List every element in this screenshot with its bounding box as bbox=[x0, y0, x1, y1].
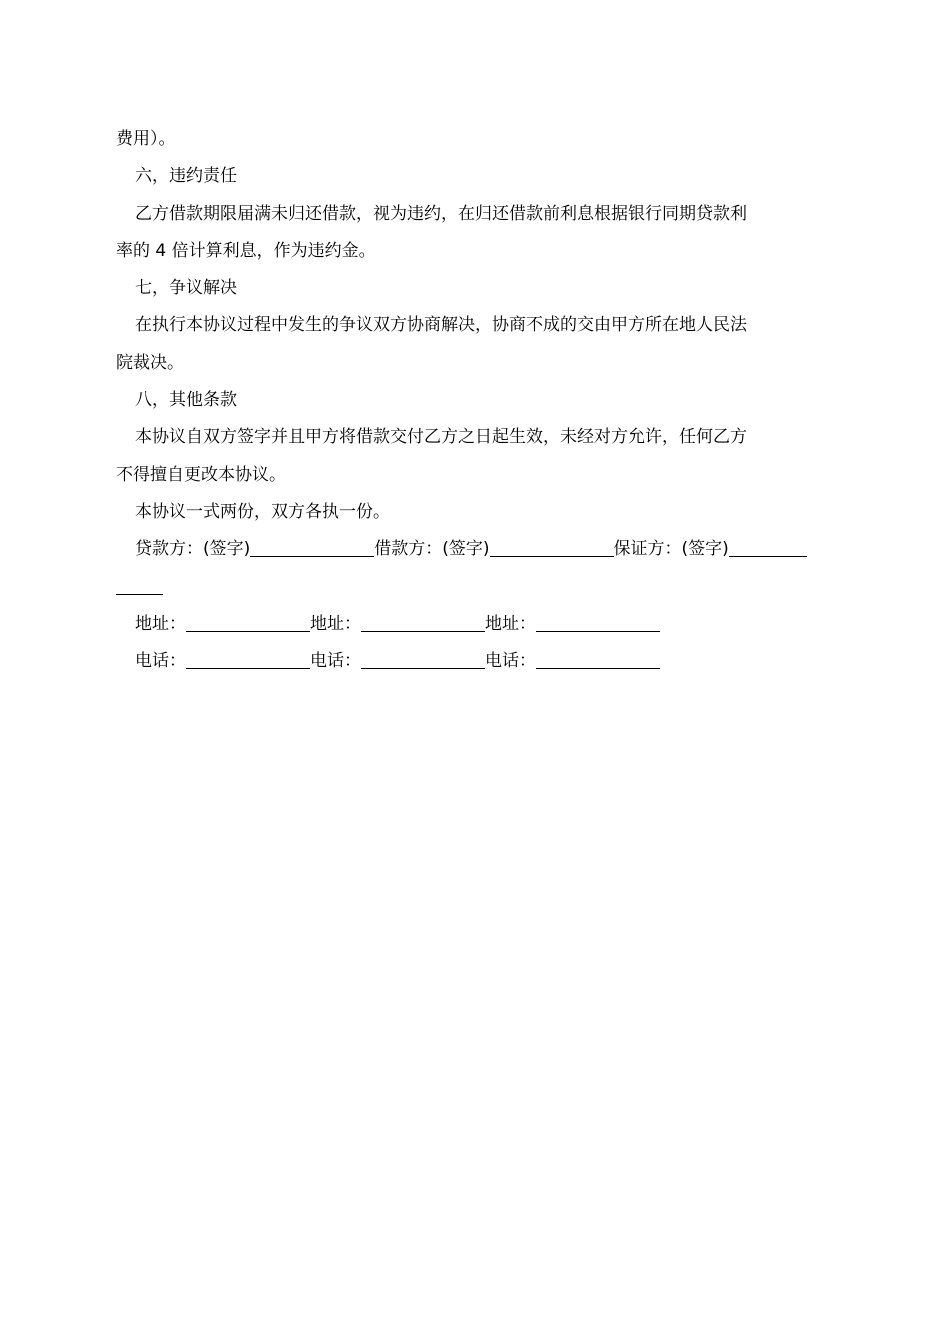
section-heading-breach: 六，违约责任 bbox=[135, 166, 237, 187]
section-heading-dispute: 七，争议解决 bbox=[135, 278, 237, 299]
paragraph-line: 率的 4 倍计算利息，作为违约金。 bbox=[116, 240, 376, 261]
guarantor-signature-blank-continued bbox=[116, 577, 163, 595]
paragraph-line: 乙方借款期限届满未归还借款，视为违约，在归还借款前利息根据银行同期贷款利 bbox=[135, 203, 747, 224]
paragraph-line: 本协议自双方签字并且甲方将借款交付乙方之日起生效，未经对方允许，任何乙方 bbox=[135, 427, 747, 448]
borrower-signature-blank bbox=[490, 539, 614, 557]
guarantor-signature-label: 保证方：(签字) bbox=[613, 539, 729, 560]
paragraph-line: 在执行本协议过程中发生的争议双方协商解决，协商不成的交由甲方所在地人民法 bbox=[135, 315, 747, 336]
paragraph-line: 费用）。 bbox=[116, 129, 176, 149]
phone-blank bbox=[361, 651, 485, 669]
address-label: 地址： bbox=[310, 613, 361, 634]
document-page bbox=[116, 121, 834, 680]
address-blank bbox=[361, 614, 485, 632]
phone-blank bbox=[186, 651, 310, 669]
signature-row-continuation bbox=[116, 569, 834, 606]
phone-label: 电话： bbox=[485, 651, 536, 672]
copies-statement: 本协议一式两份，双方各执一份。 bbox=[135, 501, 390, 522]
phone-label: 电话： bbox=[310, 651, 361, 672]
borrower-signature-label: 借款方：(签字) bbox=[374, 539, 490, 560]
address-blank bbox=[186, 614, 310, 632]
paragraph-line: 不得擅自更改本协议。 bbox=[116, 464, 286, 485]
address-row bbox=[116, 606, 834, 643]
phone-blank bbox=[536, 651, 660, 669]
lender-signature-blank bbox=[250, 539, 374, 557]
phone-row bbox=[116, 643, 834, 680]
lender-signature-label: 贷款方：(签字) bbox=[135, 539, 251, 560]
phone-label: 电话： bbox=[135, 651, 186, 672]
address-label: 地址： bbox=[485, 613, 536, 634]
address-label: 地址： bbox=[135, 613, 186, 634]
address-blank bbox=[536, 614, 660, 632]
guarantor-signature-blank bbox=[729, 539, 807, 557]
signature-row bbox=[116, 531, 834, 568]
paragraph-line: 院裁决。 bbox=[116, 352, 184, 373]
section-heading-other-terms: 八，其他条款 bbox=[135, 390, 237, 411]
